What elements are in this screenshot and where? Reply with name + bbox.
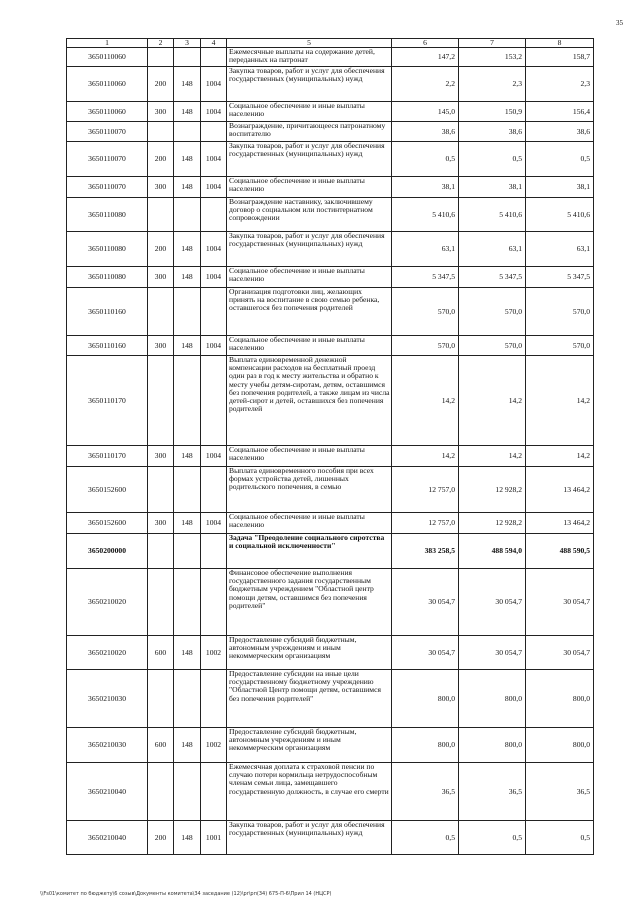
value-col7-cell: 570,0 xyxy=(459,336,526,356)
name-cell: Ежемесячная доплата к страховой пенсии по случаю потери кормильца нетрудоспособным членам семьи лица, замещавшего государственную должность, в случае его смерти xyxy=(227,763,392,821)
page-number: 35 xyxy=(616,19,623,27)
col3-cell xyxy=(174,569,201,636)
table-row xyxy=(67,288,594,336)
value-col6-cell: 383 258,5 xyxy=(392,534,459,569)
col4-cell: 1004 xyxy=(201,177,227,198)
code-cell: 3650210040 xyxy=(67,763,148,821)
col4-cell xyxy=(201,288,227,336)
col3-cell xyxy=(174,356,201,446)
code-cell: 3650152600 xyxy=(67,467,148,513)
table-row xyxy=(67,142,594,177)
header-cell: 8 xyxy=(526,39,594,48)
col3-cell xyxy=(174,534,201,569)
value-col7-cell: 488 594,0 xyxy=(459,534,526,569)
col3-cell: 148 xyxy=(174,142,201,177)
table-row xyxy=(67,48,594,67)
col2-cell: 300 xyxy=(148,336,174,356)
col4-cell xyxy=(201,122,227,142)
code-cell: 3650210030 xyxy=(67,728,148,763)
value-col8-cell: 36,5 xyxy=(526,763,594,821)
value-col6-cell: 800,0 xyxy=(392,670,459,728)
name-cell: Предоставление субсидии на иные цели государственному бюджетному учреждению "Областной Центр помощи детям, оставшимся без попечения родителей" xyxy=(227,670,392,728)
value-col7-cell: 150,9 xyxy=(459,102,526,122)
name-cell: Закупка товаров, работ и услуг для обеспечения государственных (муниципальных) нужд xyxy=(227,142,392,177)
col4-cell: 1004 xyxy=(201,67,227,102)
code-cell: 3650110070 xyxy=(67,122,148,142)
value-col6-cell: 38,1 xyxy=(392,177,459,198)
value-col8-cell: 14,2 xyxy=(526,356,594,446)
table-row xyxy=(67,821,594,855)
name-cell: Выплата единовременного пособия при всех формах устройства детей, лишенных родительского попечения, в семью xyxy=(227,467,392,513)
col3-cell: 148 xyxy=(174,636,201,670)
value-col6-cell: 38,6 xyxy=(392,122,459,142)
value-col6-cell: 145,0 xyxy=(392,102,459,122)
value-col8-cell: 2,3 xyxy=(526,67,594,102)
col2-cell xyxy=(148,534,174,569)
name-cell: Закупка товаров, работ и услуг для обеспечения государственных (муниципальных) нужд xyxy=(227,821,392,855)
header-cell: 1 xyxy=(67,39,148,48)
col2-cell xyxy=(148,122,174,142)
value-col7-cell: 30 054,7 xyxy=(459,569,526,636)
header-cell: 4 xyxy=(201,39,227,48)
col3-cell xyxy=(174,670,201,728)
value-col6-cell: 800,0 xyxy=(392,728,459,763)
col3-cell xyxy=(174,288,201,336)
col2-cell: 200 xyxy=(148,67,174,102)
value-col7-cell: 5 410,6 xyxy=(459,198,526,232)
value-col6-cell: 0,5 xyxy=(392,142,459,177)
value-col8-cell: 63,1 xyxy=(526,232,594,267)
value-col6-cell: 30 054,7 xyxy=(392,569,459,636)
value-col7-cell: 14,2 xyxy=(459,356,526,446)
value-col6-cell: 570,0 xyxy=(392,336,459,356)
table-row xyxy=(67,177,594,198)
table-row xyxy=(67,763,594,821)
table-row xyxy=(67,534,594,569)
header-cell: 5 xyxy=(227,39,392,48)
value-col7-cell: 2,3 xyxy=(459,67,526,102)
header-cell: 3 xyxy=(174,39,201,48)
value-col8-cell: 800,0 xyxy=(526,728,594,763)
table-row xyxy=(67,569,594,636)
header-cell: 2 xyxy=(148,39,174,48)
code-cell: 3650210020 xyxy=(67,636,148,670)
col4-cell xyxy=(201,48,227,67)
code-cell: 3650110080 xyxy=(67,198,148,232)
header-row xyxy=(67,39,594,48)
col3-cell: 148 xyxy=(174,513,201,534)
value-col8-cell: 570,0 xyxy=(526,288,594,336)
col2-cell xyxy=(148,467,174,513)
code-cell: 3650152600 xyxy=(67,513,148,534)
table-row xyxy=(67,336,594,356)
name-cell: Предоставление субсидий бюджетным, автономным учреждениям и иным некоммерческим организациям xyxy=(227,636,392,670)
value-col7-cell: 12 928,2 xyxy=(459,467,526,513)
value-col6-cell: 36,5 xyxy=(392,763,459,821)
col4-cell: 1004 xyxy=(201,336,227,356)
col4-cell: 1002 xyxy=(201,728,227,763)
code-cell: 3650110060 xyxy=(67,67,148,102)
value-col6-cell: 5 347,5 xyxy=(392,267,459,288)
value-col8-cell: 156,4 xyxy=(526,102,594,122)
table-row xyxy=(67,232,594,267)
table-row xyxy=(67,446,594,467)
col4-cell: 1002 xyxy=(201,636,227,670)
col3-cell: 148 xyxy=(174,728,201,763)
name-cell: Задача "Преодоление социального сиротства и социальной исключенности" xyxy=(227,534,392,569)
value-col6-cell: 12 757,0 xyxy=(392,513,459,534)
name-cell: Финансовое обеспечение выполнения государственного задания государственным бюджетным учреждением "Областной центр помощи детям, оставшимся без попечения родителей" xyxy=(227,569,392,636)
col3-cell: 148 xyxy=(174,267,201,288)
col2-cell xyxy=(148,48,174,67)
col4-cell xyxy=(201,467,227,513)
col2-cell: 200 xyxy=(148,232,174,267)
value-col7-cell: 30 054,7 xyxy=(459,636,526,670)
value-col6-cell: 12 757,0 xyxy=(392,467,459,513)
file-path-footer: \\Fs01\комитет по бюджету\6 созыв\Документы комитета\34 заседание (12)\pr\рп(34) 675-П-6\Прил 14 (НЦСР) xyxy=(40,891,332,897)
value-col6-cell: 5 410,6 xyxy=(392,198,459,232)
value-col6-cell: 63,1 xyxy=(392,232,459,267)
col2-cell xyxy=(148,670,174,728)
value-col6-cell: 570,0 xyxy=(392,288,459,336)
table-row xyxy=(67,356,594,446)
col4-cell: 1004 xyxy=(201,446,227,467)
col3-cell: 148 xyxy=(174,177,201,198)
col3-cell: 148 xyxy=(174,232,201,267)
value-col8-cell: 5 347,5 xyxy=(526,267,594,288)
name-cell: Предоставление субсидий бюджетным, автономным учреждениям и иным некоммерческим организациям xyxy=(227,728,392,763)
value-col7-cell: 570,0 xyxy=(459,288,526,336)
col4-cell: 1004 xyxy=(201,267,227,288)
code-cell: 3650110070 xyxy=(67,177,148,198)
header-cell: 7 xyxy=(459,39,526,48)
code-cell: 3650210020 xyxy=(67,569,148,636)
table-row xyxy=(67,198,594,232)
table-row xyxy=(67,728,594,763)
col2-cell: 200 xyxy=(148,142,174,177)
value-col8-cell: 488 590,5 xyxy=(526,534,594,569)
value-col6-cell: 14,2 xyxy=(392,446,459,467)
table-row xyxy=(67,122,594,142)
col3-cell xyxy=(174,122,201,142)
col2-cell: 300 xyxy=(148,177,174,198)
table-row xyxy=(67,102,594,122)
value-col8-cell: 570,0 xyxy=(526,336,594,356)
col3-cell: 148 xyxy=(174,336,201,356)
name-cell: Социальное обеспечение и иные выплаты населению xyxy=(227,446,392,467)
col2-cell: 300 xyxy=(148,446,174,467)
value-col8-cell: 30 054,7 xyxy=(526,569,594,636)
code-cell: 3650110160 xyxy=(67,288,148,336)
col4-cell: 1004 xyxy=(201,232,227,267)
code-cell: 3650110170 xyxy=(67,356,148,446)
value-col7-cell: 800,0 xyxy=(459,728,526,763)
value-col6-cell: 14,2 xyxy=(392,356,459,446)
value-col7-cell: 63,1 xyxy=(459,232,526,267)
value-col6-cell: 147,2 xyxy=(392,48,459,67)
value-col7-cell: 12 928,2 xyxy=(459,513,526,534)
col2-cell xyxy=(148,198,174,232)
col2-cell: 300 xyxy=(148,102,174,122)
col4-cell xyxy=(201,356,227,446)
value-col8-cell: 13 464,2 xyxy=(526,467,594,513)
name-cell: Социальное обеспечение и иные выплаты населению xyxy=(227,267,392,288)
col2-cell: 200 xyxy=(148,821,174,855)
value-col6-cell: 0,5 xyxy=(392,821,459,855)
code-cell: 3650110160 xyxy=(67,336,148,356)
value-col7-cell: 38,1 xyxy=(459,177,526,198)
value-col8-cell: 30 054,7 xyxy=(526,636,594,670)
budget-table xyxy=(66,38,594,855)
name-cell: Ежемесячные выплаты на содержание детей, переданных на патронат xyxy=(227,48,392,67)
name-cell: Социальное обеспечение и иные выплаты населению xyxy=(227,336,392,356)
col4-cell xyxy=(201,198,227,232)
code-cell: 3650210040 xyxy=(67,821,148,855)
name-cell: Вознаграждение наставнику, заключившему договор о социальном или постинтернатном сопровождении xyxy=(227,198,392,232)
value-col7-cell: 36,5 xyxy=(459,763,526,821)
table-row xyxy=(67,513,594,534)
value-col8-cell: 14,2 xyxy=(526,446,594,467)
value-col7-cell: 38,6 xyxy=(459,122,526,142)
col3-cell xyxy=(174,467,201,513)
col3-cell xyxy=(174,763,201,821)
code-cell: 3650110060 xyxy=(67,48,148,67)
value-col8-cell: 158,7 xyxy=(526,48,594,67)
name-cell: Выплата единовременной денежной компенсации расходов на бесплатный проезд один раз в год к месту жительства и обратно к месту учебы детям-сиротам, детям, оставшимся без попечения родителей, а также лицам из числа детей-сирот и детей, оставшихся без попечения родителей xyxy=(227,356,392,446)
value-col7-cell: 5 347,5 xyxy=(459,267,526,288)
col4-cell: 1001 xyxy=(201,821,227,855)
value-col8-cell: 0,5 xyxy=(526,142,594,177)
name-cell: Социальное обеспечение и иные выплаты населению xyxy=(227,102,392,122)
code-cell: 3650110060 xyxy=(67,102,148,122)
col4-cell: 1004 xyxy=(201,102,227,122)
col3-cell xyxy=(174,198,201,232)
code-cell: 3650110070 xyxy=(67,142,148,177)
col3-cell: 148 xyxy=(174,102,201,122)
name-cell: Социальное обеспечение и иные выплаты населению xyxy=(227,513,392,534)
table-row xyxy=(67,67,594,102)
col2-cell: 300 xyxy=(148,267,174,288)
value-col8-cell: 800,0 xyxy=(526,670,594,728)
col4-cell xyxy=(201,763,227,821)
code-cell: 3650110170 xyxy=(67,446,148,467)
code-cell: 3650110080 xyxy=(67,232,148,267)
value-col7-cell: 153,2 xyxy=(459,48,526,67)
value-col6-cell: 30 054,7 xyxy=(392,636,459,670)
value-col8-cell: 0,5 xyxy=(526,821,594,855)
name-cell: Вознаграждение, причитающееся патронатному воспитателю xyxy=(227,122,392,142)
value-col7-cell: 0,5 xyxy=(459,142,526,177)
col2-cell xyxy=(148,288,174,336)
col4-cell: 1004 xyxy=(201,142,227,177)
table-row xyxy=(67,267,594,288)
name-cell: Закупка товаров, работ и услуг для обеспечения государственных (муниципальных) нужд xyxy=(227,67,392,102)
col3-cell: 148 xyxy=(174,446,201,467)
col3-cell: 148 xyxy=(174,821,201,855)
name-cell: Социальное обеспечение и иные выплаты населению xyxy=(227,177,392,198)
value-col8-cell: 13 464,2 xyxy=(526,513,594,534)
value-col7-cell: 0,5 xyxy=(459,821,526,855)
col2-cell: 600 xyxy=(148,636,174,670)
code-cell: 3650110080 xyxy=(67,267,148,288)
header-cell: 6 xyxy=(392,39,459,48)
value-col7-cell: 800,0 xyxy=(459,670,526,728)
value-col8-cell: 5 410,6 xyxy=(526,198,594,232)
value-col6-cell: 2,2 xyxy=(392,67,459,102)
table-row xyxy=(67,670,594,728)
table-row xyxy=(67,467,594,513)
col2-cell xyxy=(148,356,174,446)
code-cell: 3650210030 xyxy=(67,670,148,728)
code-cell: 3650200000 xyxy=(67,534,148,569)
value-col8-cell: 38,6 xyxy=(526,122,594,142)
col2-cell: 600 xyxy=(148,728,174,763)
name-cell: Организация подготовки лиц, желающих принять на воспитание в свою семью ребенка, оставшегося без попечения родителей xyxy=(227,288,392,336)
col4-cell xyxy=(201,670,227,728)
col4-cell xyxy=(201,569,227,636)
name-cell: Закупка товаров, работ и услуг для обеспечения государственных (муниципальных) нужд xyxy=(227,232,392,267)
col2-cell: 300 xyxy=(148,513,174,534)
col2-cell xyxy=(148,569,174,636)
col3-cell: 148 xyxy=(174,67,201,102)
col4-cell xyxy=(201,534,227,569)
col2-cell xyxy=(148,763,174,821)
col3-cell xyxy=(174,48,201,67)
value-col7-cell: 14,2 xyxy=(459,446,526,467)
value-col8-cell: 38,1 xyxy=(526,177,594,198)
table-row xyxy=(67,636,594,670)
col4-cell: 1004 xyxy=(201,513,227,534)
